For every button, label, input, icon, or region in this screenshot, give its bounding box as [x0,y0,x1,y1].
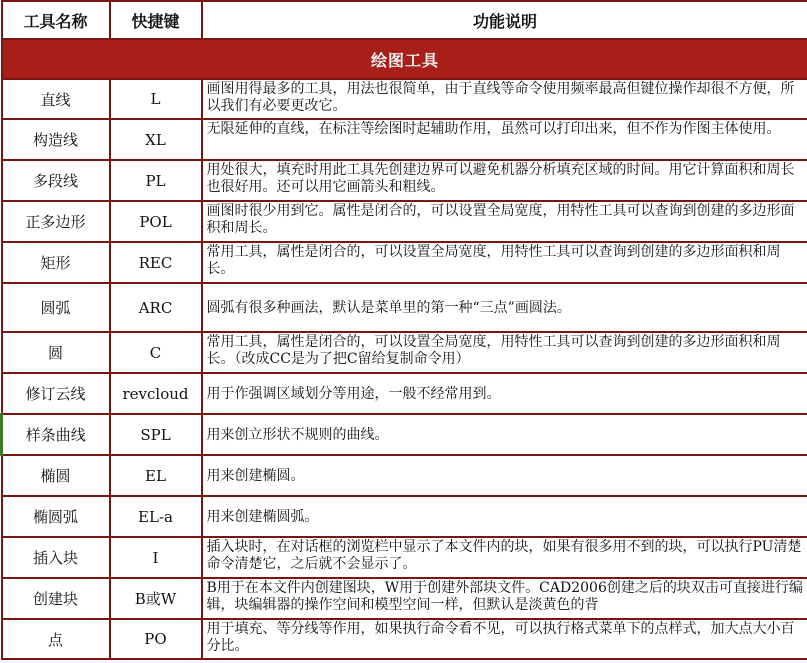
table-row [2,160,807,201]
tool-description: 用来创建椭圆弧。 [202,496,807,537]
tool-name: 多段线 [2,160,110,201]
table-row [2,373,807,414]
shortcut-key: EL-a [110,496,202,537]
tool-name: 矩形 [2,242,110,283]
tool-name: 点 [2,619,110,659]
table-row [2,119,807,160]
tool-description: 无限延伸的直线，在标注等绘图时起辅助作用，虽然可以打印出来，但不作为作图主体使用。 [202,119,807,160]
table-row [2,332,807,373]
tool-name: 插入块 [2,537,110,578]
tool-description: 用于作强调区域划分等用途，一般不经常用到。 [202,373,807,414]
table-row [2,619,807,659]
shortcut-key: POL [110,201,202,242]
shortcut-key: XL [110,119,202,160]
tool-name: 直线 [2,79,110,119]
table-row [2,496,807,537]
tool-description: 画图时很少用到它。属性是闭合的，可以设置全局宽度，用特性工具可以查询到创建的多边形面积和周长。 [202,201,807,242]
tool-description: 圆弧有很多种画法，默认是菜单里的第一种“三点”画圆法。 [202,283,807,332]
header-row [2,1,807,39]
shortcut-key: L [110,79,202,119]
tool-description: 常用工具，属性是闭合的，可以设置全局宽度，用特性工具可以查询到创建的多边形面积和周长。（改成CC是为了把C留给复制命令用） [202,332,807,373]
table-row [2,242,807,283]
shortcut-key: I [110,537,202,578]
section-title: 绘图工具 [2,39,807,79]
shortcut-key: PL [110,160,202,201]
tool-description: B用于在本文件内创建图块，W用于创建外部块文件。CAD2006创建之后的块双击可直接进行编辑，块编辑器的操作空间和模型空间一样，但默认是淡黄色的背 [202,578,807,619]
tool-description: 用来创建椭圆。 [202,455,807,496]
shortcut-key: PO [110,619,202,659]
table-row [2,578,807,619]
tool-name: 椭圆弧 [2,496,110,537]
shortcut-key: SPL [110,414,202,455]
tool-description: 用于填充、等分线等作用，如果执行命令看不见，可以执行格式菜单下的点样式，加大点大小百分比。 [202,619,807,659]
table-row [2,201,807,242]
tool-name: 修订云线 [2,373,110,414]
shortcut-key: revcloud [110,373,202,414]
tool-name: 圆 [2,332,110,373]
tool-name: 正多边形 [2,201,110,242]
table-row [2,283,807,332]
header-tool-name: 工具名称 [2,1,110,39]
tool-name: 构造线 [2,119,110,160]
tool-name: 创建块 [2,578,110,619]
table-row [2,455,807,496]
tool-name: 椭圆 [2,455,110,496]
shortcut-key: C [110,332,202,373]
tool-description: 插入块时，在对话框的浏览栏中显示了本文件内的块，如果有很多用不到的块，可以执行PU清楚命令清楚它，之后就不会显示了。 [202,537,807,578]
table-row [2,414,807,455]
tool-description: 用处很大，填充时用此工具先创建边界可以避免机器分析填充区域的时间。用它计算面积和周长也很好用。还可以用它画箭头和粗线。 [202,160,807,201]
shortcut-key: EL [110,455,202,496]
section-row [2,39,807,79]
header-shortcut: 快捷键 [110,1,202,39]
tool-description: 画图用得最多的工具，用法也很简单，由于直线等命令使用频率最高但键位操作却很不方便，所以我们有必要更改它。 [202,79,807,119]
tool-name: 样条曲线 [2,414,110,455]
shortcut-key: REC [110,242,202,283]
tool-description: 常用工具，属性是闭合的，可以设置全局宽度，用特性工具可以查询到创建的多边形面积和周长。 [202,242,807,283]
shortcut-key: B或W [110,578,202,619]
table-row [2,537,807,578]
tool-name: 圆弧 [2,283,110,332]
header-description: 功能说明 [202,1,807,39]
shortcut-key: ARC [110,283,202,332]
table-row [2,79,807,119]
tool-description: 用来创立形状不规则的曲线。 [202,414,807,455]
